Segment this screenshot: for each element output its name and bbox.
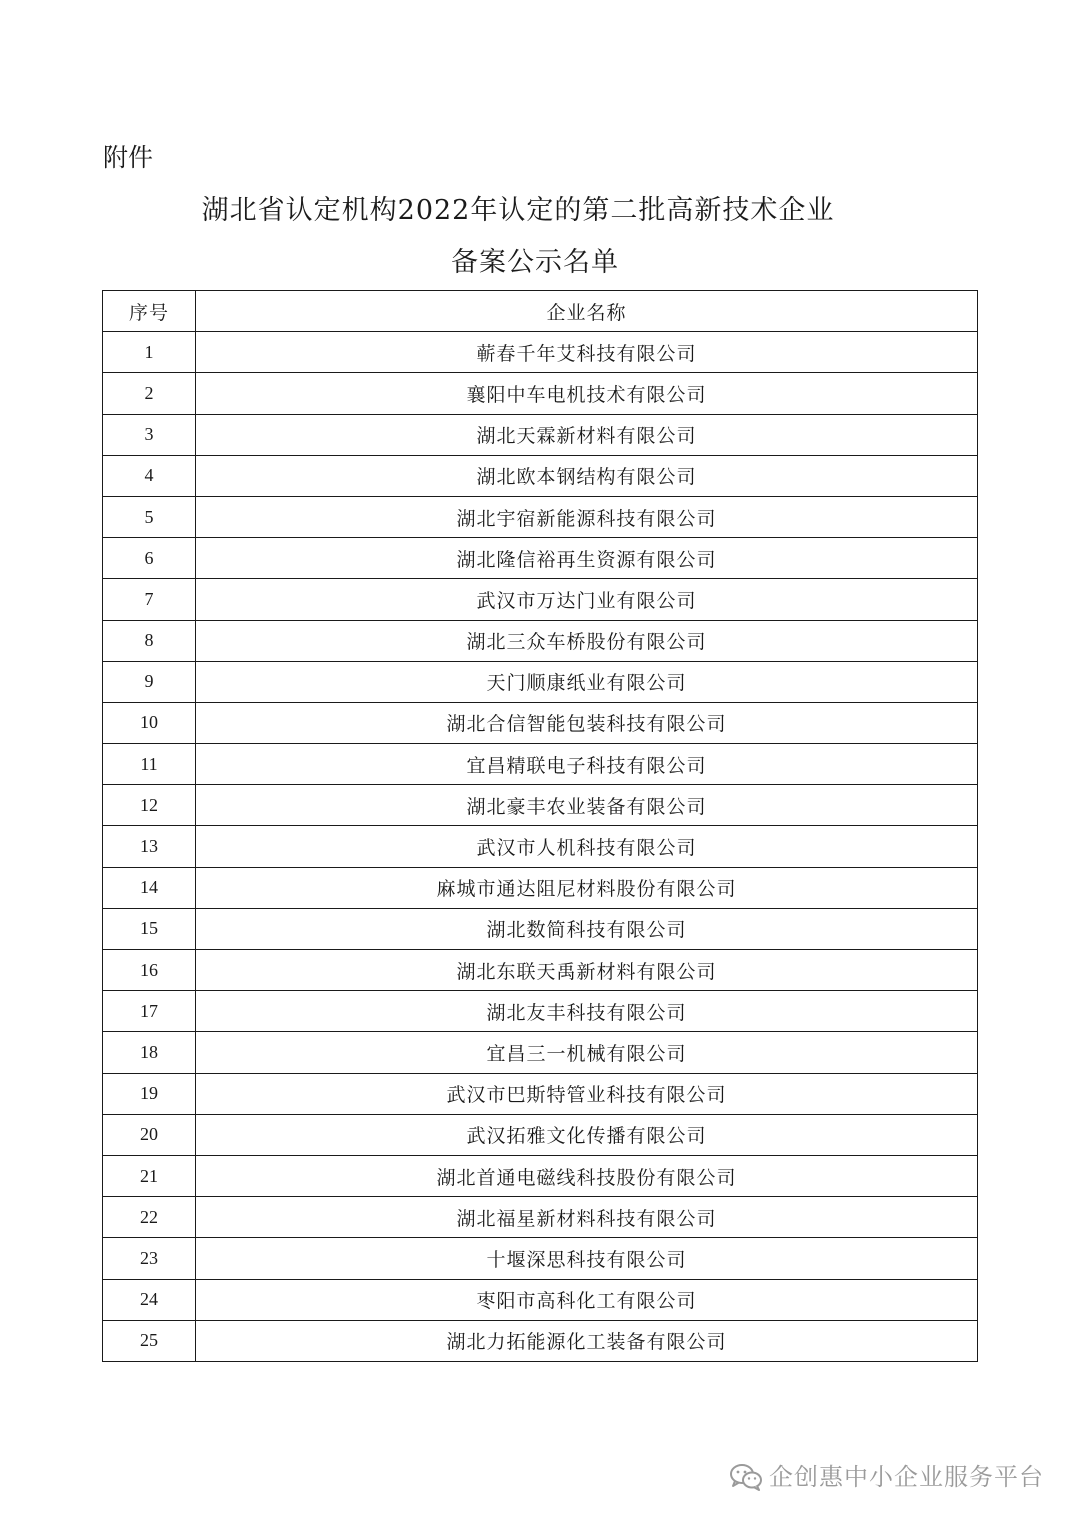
row-number: 6 [103, 538, 196, 579]
row-number: 7 [103, 579, 196, 620]
company-name: 宜昌精联电子科技有限公司 [196, 744, 978, 785]
company-name: 湖北数简科技有限公司 [196, 908, 978, 949]
company-name: 麻城市通达阻尼材料股份有限公司 [196, 867, 978, 908]
company-name: 湖北力拓能源化工装备有限公司 [196, 1320, 978, 1361]
company-name: 湖北豪丰农业装备有限公司 [196, 785, 978, 826]
row-number: 1 [103, 332, 196, 373]
company-name: 武汉拓雅文化传播有限公司 [196, 1114, 978, 1155]
row-number: 21 [103, 1155, 196, 1196]
row-number: 25 [103, 1320, 196, 1361]
table-header-row [103, 291, 978, 332]
column-header-number: 序号 [103, 291, 196, 332]
company-name: 湖北友丰科技有限公司 [196, 991, 978, 1032]
company-name: 湖北欧本钢结构有限公司 [196, 455, 978, 496]
company-name: 湖北首通电磁线科技股份有限公司 [196, 1155, 978, 1196]
table-row [103, 991, 978, 1032]
attachment-label: 附件 [103, 143, 154, 172]
document-title-line1: 湖北省认定机构2022年认定的第二批高新技术企业 [201, 195, 835, 226]
table-body [103, 332, 978, 1362]
row-number: 2 [103, 373, 196, 414]
table-row [103, 1155, 978, 1196]
document-title-line2: 备案公示名单 [451, 247, 619, 278]
row-number: 19 [103, 1073, 196, 1114]
table-row [103, 785, 978, 826]
table-row [103, 1073, 978, 1114]
table-row [103, 702, 978, 743]
table-row [103, 620, 978, 661]
company-name: 武汉市人机科技有限公司 [196, 826, 978, 867]
row-number: 11 [103, 744, 196, 785]
row-number: 12 [103, 785, 196, 826]
company-name: 十堰深思科技有限公司 [196, 1238, 978, 1279]
company-name: 天门顺康纸业有限公司 [196, 661, 978, 702]
company-name: 湖北三众车桥股份有限公司 [196, 620, 978, 661]
table-row [103, 332, 978, 373]
company-name: 湖北宇宿新能源科技有限公司 [196, 496, 978, 537]
table-row [103, 496, 978, 537]
table-row [103, 908, 978, 949]
company-name: 蕲春千年艾科技有限公司 [196, 332, 978, 373]
watermark [729, 1460, 1044, 1494]
table-row [103, 373, 978, 414]
company-name: 湖北东联天禹新材料有限公司 [196, 950, 978, 991]
table-row [103, 579, 978, 620]
table-row [103, 538, 978, 579]
row-number: 13 [103, 826, 196, 867]
row-number: 22 [103, 1197, 196, 1238]
company-list-table [102, 290, 978, 1362]
company-name: 湖北福星新材料科技有限公司 [196, 1197, 978, 1238]
watermark-text: 企创惠中小企业服务平台 [769, 1463, 1044, 1491]
row-number: 10 [103, 702, 196, 743]
company-name: 武汉市万达门业有限公司 [196, 579, 978, 620]
table-row [103, 1114, 978, 1155]
table-row [103, 744, 978, 785]
company-name: 湖北天霖新材料有限公司 [196, 414, 978, 455]
company-name: 宜昌三一机械有限公司 [196, 1032, 978, 1073]
company-name: 湖北合信智能包装科技有限公司 [196, 702, 978, 743]
row-number: 17 [103, 991, 196, 1032]
row-number: 8 [103, 620, 196, 661]
wechat-icon [729, 1463, 763, 1491]
table-row [103, 1032, 978, 1073]
table-row [103, 826, 978, 867]
row-number: 4 [103, 455, 196, 496]
column-header-company-name: 企业名称 [196, 291, 978, 332]
row-number: 16 [103, 950, 196, 991]
row-number: 3 [103, 414, 196, 455]
table-row [103, 1238, 978, 1279]
table-row [103, 867, 978, 908]
company-name: 湖北隆信裕再生资源有限公司 [196, 538, 978, 579]
company-name: 襄阳中车电机技术有限公司 [196, 373, 978, 414]
table-row [103, 950, 978, 991]
table-row [103, 661, 978, 702]
table-row [103, 414, 978, 455]
row-number: 15 [103, 908, 196, 949]
table-row [103, 455, 978, 496]
table-row [103, 1197, 978, 1238]
company-name: 枣阳市高科化工有限公司 [196, 1279, 978, 1320]
table-row [103, 1279, 978, 1320]
row-number: 24 [103, 1279, 196, 1320]
row-number: 23 [103, 1238, 196, 1279]
row-number: 14 [103, 867, 196, 908]
row-number: 5 [103, 496, 196, 537]
row-number: 20 [103, 1114, 196, 1155]
company-name: 武汉市巴斯特管业科技有限公司 [196, 1073, 978, 1114]
row-number: 9 [103, 661, 196, 702]
row-number: 18 [103, 1032, 196, 1073]
table-row [103, 1320, 978, 1361]
